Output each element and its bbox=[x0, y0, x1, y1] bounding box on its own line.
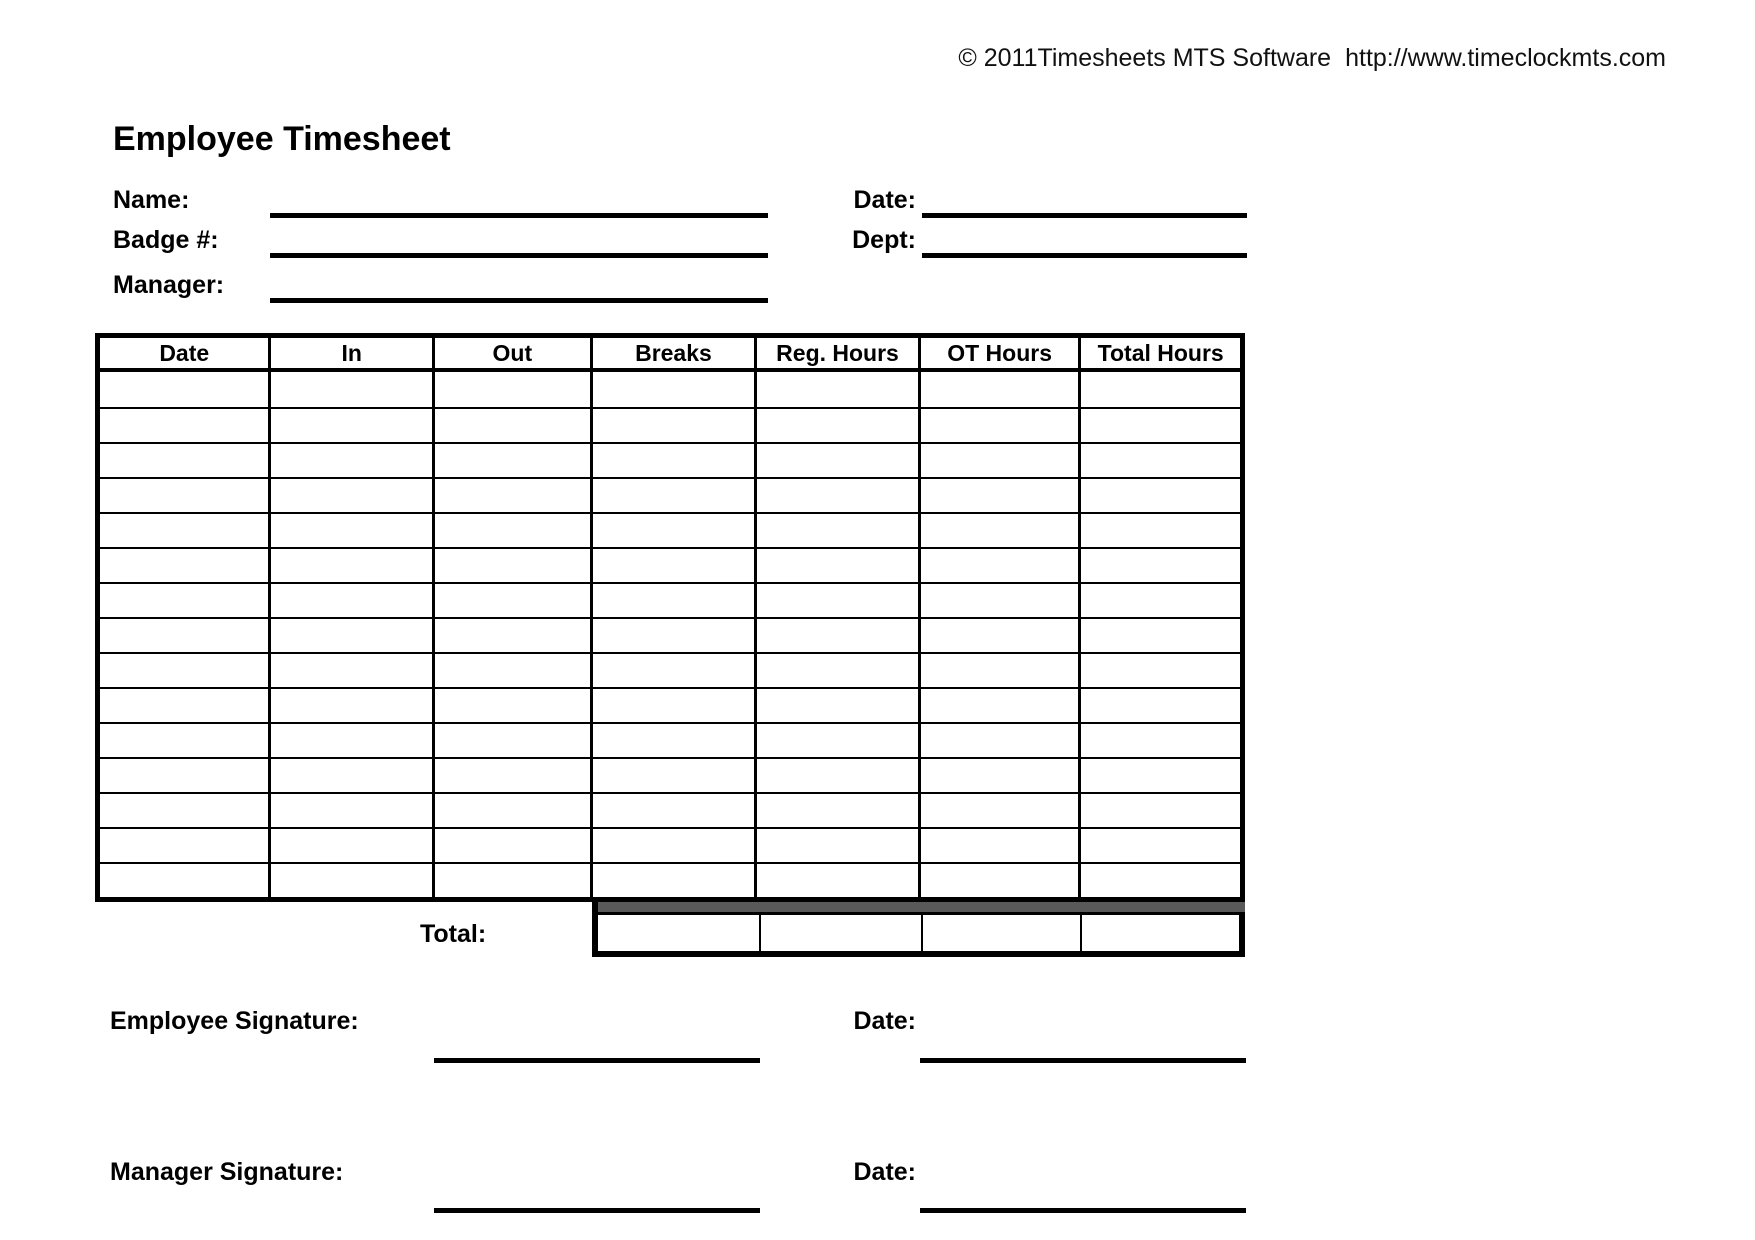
manager-label: Manager: bbox=[113, 271, 225, 299]
total-cells bbox=[598, 912, 1245, 957]
timesheet-cell[interactable] bbox=[271, 652, 435, 687]
timesheet-cell[interactable] bbox=[1081, 477, 1240, 512]
total-label: Total: bbox=[420, 920, 487, 948]
timesheet-cell[interactable] bbox=[593, 407, 758, 442]
timesheet-table bbox=[95, 333, 1245, 902]
timesheet-cell[interactable] bbox=[1081, 512, 1240, 547]
timesheet-cell[interactable] bbox=[435, 477, 593, 512]
timesheet-row bbox=[100, 617, 1240, 652]
timesheet-cell[interactable] bbox=[921, 442, 1082, 477]
total-reg-hours-cell[interactable] bbox=[761, 915, 923, 951]
timesheet-cell[interactable] bbox=[593, 827, 758, 862]
timesheet-cell[interactable] bbox=[271, 757, 435, 792]
timesheet-cell[interactable] bbox=[1081, 722, 1240, 757]
timesheet-cell[interactable] bbox=[757, 827, 921, 862]
timesheet-cell[interactable] bbox=[100, 827, 271, 862]
timesheet-row bbox=[100, 652, 1240, 687]
badge-input-line[interactable] bbox=[270, 253, 768, 258]
manager-date-line[interactable] bbox=[920, 1208, 1246, 1213]
timesheet-cell[interactable] bbox=[100, 372, 271, 407]
timesheet-cell[interactable] bbox=[435, 652, 593, 687]
copyright-line bbox=[958, 44, 1666, 73]
timesheet-cell[interactable] bbox=[100, 547, 271, 582]
timesheet-cell[interactable] bbox=[271, 407, 435, 442]
timesheet-cell[interactable] bbox=[921, 547, 1082, 582]
header-out: Out bbox=[435, 338, 593, 368]
timesheet-cell[interactable] bbox=[757, 757, 921, 792]
timesheet-cell[interactable] bbox=[757, 442, 921, 477]
timesheet-row bbox=[100, 582, 1240, 617]
timesheet-cell[interactable] bbox=[757, 372, 921, 407]
timesheet-cell[interactable] bbox=[593, 687, 758, 722]
timesheet-cell[interactable] bbox=[271, 582, 435, 617]
timesheet-cell[interactable] bbox=[1081, 442, 1240, 477]
timesheet-cell[interactable] bbox=[593, 547, 758, 582]
timesheet-row bbox=[100, 512, 1240, 547]
timesheet-cell[interactable] bbox=[593, 757, 758, 792]
timesheet-cell[interactable] bbox=[593, 862, 758, 897]
timesheet-cell[interactable] bbox=[271, 687, 435, 722]
timesheet-cell[interactable] bbox=[271, 547, 435, 582]
timesheet-cell[interactable] bbox=[593, 722, 758, 757]
timesheet-cell[interactable] bbox=[1081, 617, 1240, 652]
timesheet-cell[interactable] bbox=[921, 582, 1082, 617]
timesheet-cell[interactable] bbox=[1081, 792, 1240, 827]
timesheet-cell[interactable] bbox=[757, 792, 921, 827]
manager-signature-line[interactable] bbox=[434, 1208, 760, 1213]
timesheet-cell[interactable] bbox=[435, 722, 593, 757]
timesheet-cell[interactable] bbox=[757, 512, 921, 547]
header-breaks: Breaks bbox=[593, 338, 758, 368]
timesheet-cell[interactable] bbox=[271, 722, 435, 757]
header-in: In bbox=[271, 338, 435, 368]
timesheet-cell[interactable] bbox=[1081, 687, 1240, 722]
date-input-line[interactable] bbox=[922, 213, 1247, 218]
timesheet-cell[interactable] bbox=[921, 477, 1082, 512]
timesheet-cell[interactable] bbox=[271, 862, 435, 897]
total-row-shadow-bar bbox=[598, 902, 1245, 912]
timesheet-cell[interactable] bbox=[435, 442, 593, 477]
timesheet-cell[interactable] bbox=[921, 827, 1082, 862]
timesheet-row bbox=[100, 722, 1240, 757]
date-label: Date: bbox=[853, 186, 916, 214]
page-title: Employee Timesheet bbox=[113, 120, 451, 158]
timesheet-cell[interactable] bbox=[757, 617, 921, 652]
timesheet-cell[interactable] bbox=[1081, 757, 1240, 792]
timesheet-cell[interactable] bbox=[921, 512, 1082, 547]
timesheet-row bbox=[100, 407, 1240, 442]
timesheet-cell[interactable] bbox=[593, 512, 758, 547]
employee-date-label: Date: bbox=[853, 1007, 916, 1035]
timesheet-cell[interactable] bbox=[100, 652, 271, 687]
timesheet-cell[interactable] bbox=[593, 652, 758, 687]
timesheet-row bbox=[100, 372, 1240, 407]
timesheet-cell[interactable] bbox=[435, 827, 593, 862]
timesheet-cell[interactable] bbox=[757, 547, 921, 582]
timesheet-cell[interactable] bbox=[100, 687, 271, 722]
timesheet-row bbox=[100, 547, 1240, 582]
timesheet-cell[interactable] bbox=[757, 407, 921, 442]
copyright-text: © 2011Timesheets MTS Software bbox=[958, 44, 1332, 72]
timesheet-cell[interactable] bbox=[1081, 372, 1240, 407]
timesheet-cell[interactable] bbox=[100, 582, 271, 617]
timesheet-cell[interactable] bbox=[757, 582, 921, 617]
name-label: Name: bbox=[113, 186, 190, 214]
timesheet-cell[interactable] bbox=[100, 512, 271, 547]
timesheet-cell[interactable] bbox=[435, 547, 593, 582]
timesheet-cell[interactable] bbox=[435, 687, 593, 722]
manager-date-label: Date: bbox=[853, 1158, 916, 1186]
manager-input-line[interactable] bbox=[270, 298, 768, 303]
timesheet-cell[interactable] bbox=[435, 792, 593, 827]
timesheet-cell[interactable] bbox=[921, 407, 1082, 442]
total-row bbox=[592, 902, 1245, 957]
timesheet-cell[interactable] bbox=[921, 862, 1082, 897]
name-input-line[interactable] bbox=[270, 213, 768, 218]
timesheet-cell[interactable] bbox=[757, 652, 921, 687]
header-total-hours: Total Hours bbox=[1097, 339, 1224, 366]
header-ot-hours: OT Hours bbox=[921, 338, 1082, 368]
badge-label: Badge #: bbox=[113, 226, 219, 254]
header-date: Date bbox=[100, 338, 271, 368]
timesheet-cell[interactable] bbox=[1081, 582, 1240, 617]
timesheet-cell[interactable] bbox=[593, 617, 758, 652]
timesheet-cell[interactable] bbox=[100, 617, 271, 652]
employee-signature-label: Employee Signature: bbox=[110, 1007, 359, 1035]
timesheet-cell[interactable] bbox=[921, 652, 1082, 687]
timesheet-cell[interactable] bbox=[921, 687, 1082, 722]
timesheet-cell[interactable] bbox=[435, 512, 593, 547]
timesheet-cell[interactable] bbox=[1081, 862, 1240, 897]
timesheet-row bbox=[100, 792, 1240, 827]
timesheet-cell[interactable] bbox=[435, 862, 593, 897]
timesheet-cell[interactable] bbox=[757, 722, 921, 757]
timesheet-cell[interactable] bbox=[100, 722, 271, 757]
timesheet-cell[interactable] bbox=[435, 407, 593, 442]
timesheet-cell[interactable] bbox=[593, 582, 758, 617]
timesheet-cell[interactable] bbox=[435, 617, 593, 652]
timesheet-cell[interactable] bbox=[271, 477, 435, 512]
timesheet-header-row bbox=[100, 338, 1240, 372]
timesheet-cell[interactable] bbox=[271, 617, 435, 652]
timesheet-cell[interactable] bbox=[757, 687, 921, 722]
timesheet-cell[interactable] bbox=[921, 617, 1082, 652]
timesheet-cell[interactable] bbox=[1081, 827, 1240, 862]
timesheet-body bbox=[100, 372, 1240, 897]
timesheet-cell[interactable] bbox=[921, 757, 1082, 792]
timesheet-cell[interactable] bbox=[271, 512, 435, 547]
timesheet-cell[interactable] bbox=[271, 827, 435, 862]
timesheet-cell[interactable] bbox=[593, 442, 758, 477]
timesheet-cell[interactable] bbox=[271, 442, 435, 477]
timesheet-row bbox=[100, 757, 1240, 792]
timesheet-cell[interactable] bbox=[435, 582, 593, 617]
dept-label: Dept: bbox=[852, 226, 916, 254]
timesheet-cell[interactable] bbox=[435, 372, 593, 407]
timesheet-cell[interactable] bbox=[921, 722, 1082, 757]
timesheet-cell[interactable] bbox=[100, 862, 271, 897]
timesheet-cell[interactable] bbox=[100, 407, 271, 442]
employee-date-line[interactable] bbox=[920, 1058, 1246, 1063]
timesheet-cell[interactable] bbox=[100, 792, 271, 827]
employee-signature-line[interactable] bbox=[434, 1058, 760, 1063]
timesheet-cell[interactable] bbox=[921, 372, 1082, 407]
timesheet-cell[interactable] bbox=[1081, 407, 1240, 442]
timesheet-row bbox=[100, 477, 1240, 512]
timesheet-cell[interactable] bbox=[757, 477, 921, 512]
total-total-hours-cell[interactable] bbox=[1082, 915, 1239, 951]
timesheet-cell[interactable] bbox=[757, 862, 921, 897]
timesheet-cell[interactable] bbox=[100, 477, 271, 512]
dept-input-line[interactable] bbox=[922, 253, 1247, 258]
timesheet-cell[interactable] bbox=[100, 757, 271, 792]
timesheet-cell[interactable] bbox=[593, 792, 758, 827]
timesheet-cell[interactable] bbox=[1081, 652, 1240, 687]
total-ot-hours-cell[interactable] bbox=[923, 915, 1082, 951]
timesheet-cell[interactable] bbox=[921, 792, 1082, 827]
website-url: http://www.timeclockmts.com bbox=[1345, 44, 1666, 72]
timesheet-row bbox=[100, 862, 1240, 897]
manager-signature-label: Manager Signature: bbox=[110, 1158, 344, 1186]
header-reg-hours: Reg. Hours bbox=[757, 338, 921, 368]
timesheet-cell[interactable] bbox=[271, 792, 435, 827]
timesheet-cell[interactable] bbox=[100, 442, 271, 477]
timesheet-cell[interactable] bbox=[271, 372, 435, 407]
timesheet-row bbox=[100, 827, 1240, 862]
timesheet-cell[interactable] bbox=[593, 477, 758, 512]
timesheet-cell[interactable] bbox=[435, 757, 593, 792]
total-breaks-cell[interactable] bbox=[598, 915, 761, 951]
timesheet-cell[interactable] bbox=[593, 372, 758, 407]
timesheet-row bbox=[100, 442, 1240, 477]
timesheet-row bbox=[100, 687, 1240, 722]
timesheet-cell[interactable] bbox=[1081, 547, 1240, 582]
